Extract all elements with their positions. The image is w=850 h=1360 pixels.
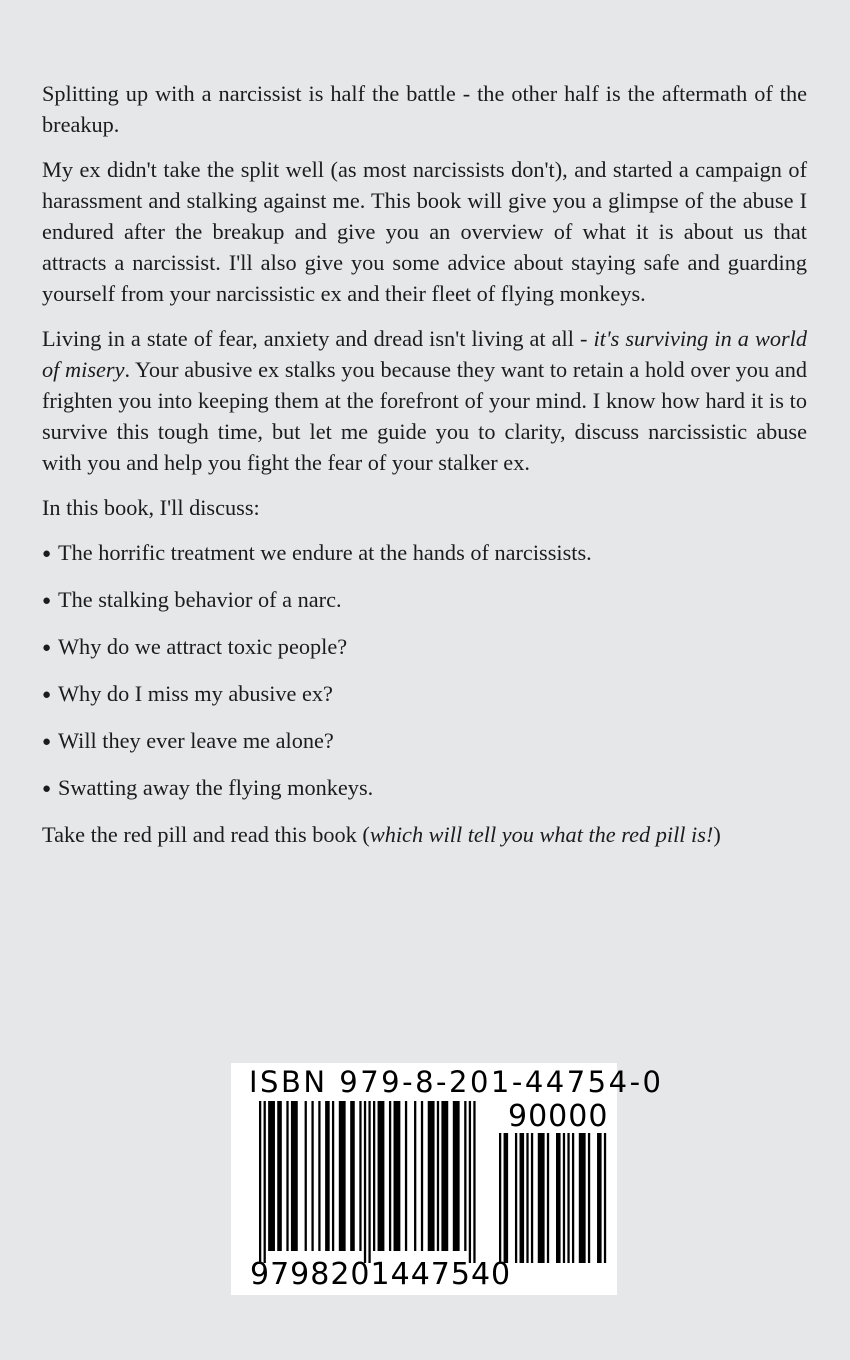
- barcode-bar: [526, 1133, 528, 1263]
- closing-end: ): [713, 822, 721, 847]
- barcode-bar: [378, 1101, 385, 1251]
- list-item-text: Why do we attract toxic people?: [58, 634, 348, 659]
- back-cover-blurb: [42, 78, 807, 864]
- barcode-bar: [325, 1101, 330, 1251]
- barcode-bar: [588, 1133, 590, 1263]
- barcode-bar: [332, 1101, 334, 1251]
- bullet-icon: ●: [42, 781, 52, 797]
- closing-italic: which will tell you what the red pill is!: [369, 822, 714, 847]
- barcode-bar: [350, 1101, 355, 1251]
- paragraph-fear-start: Living in a state of fear, anxiety and dread isn't living at all -: [42, 326, 594, 351]
- list-item-text: The stalking behavior of a narc.: [58, 587, 342, 612]
- barcode-bar: [421, 1101, 423, 1251]
- bullet-icon: ●: [42, 546, 52, 562]
- barcode-bar: [277, 1101, 282, 1251]
- list-item: [42, 725, 807, 758]
- barcode-bar: [499, 1133, 501, 1263]
- paragraph-harassment: My ex didn't take the split well (as most narcissists don't), and started a campaign of harassment and stalking against me. This book will give you a glimpse of the abuse I endured after the breakup and give you an overview of what it is about us that attracts a narcissist. I'll also give you some advice about staying safe and guarding yourself from your narcissistic ex and their fleet of flying monkeys.: [42, 157, 807, 306]
- bullet-icon: ●: [42, 593, 52, 609]
- barcode-bar: [286, 1101, 288, 1251]
- barcode-bar: [469, 1101, 471, 1263]
- paragraph-fear-italic: it's surviving in a world of misery: [42, 326, 807, 382]
- barcode-bar: [268, 1101, 275, 1251]
- barcode-bar: [259, 1101, 261, 1263]
- barcode-bar: [394, 1101, 401, 1251]
- bullet-icon: ●: [42, 687, 52, 703]
- barcode-bar: [572, 1133, 574, 1263]
- barcode-bar: [515, 1133, 517, 1263]
- barcode-bar: [428, 1101, 435, 1251]
- barcode-bar: [504, 1133, 509, 1263]
- barcode-bar: [604, 1133, 606, 1263]
- list-intro: In this book, I'll discuss:: [42, 495, 260, 520]
- paragraph-intro: Splitting up with a narcissist is half the battle - the other half is the aftermath of the breakup.: [42, 81, 807, 137]
- paragraph-fear-end: . Your abusive ex stalks you because they want to retain a hold over you and frighten you into keeping them at the forefront of your mind. I know how hard it is to survive this tough time, but let me guide you to clarity, discuss narcissistic abuse with you and help you fight the fear of your stalker ex.: [42, 357, 807, 475]
- barcode-bar: [414, 1101, 416, 1251]
- barcode-bar: [531, 1133, 533, 1263]
- barcode-bar: [597, 1133, 602, 1263]
- list-item-text: Swatting away the flying monkeys.: [58, 775, 374, 800]
- barcode-bar: [473, 1101, 475, 1263]
- price-code: 90000: [508, 1099, 609, 1134]
- barcode-bar: [339, 1101, 346, 1251]
- barcode-bar: [389, 1101, 391, 1251]
- barcode-bar: [311, 1101, 313, 1251]
- barcode-bar: [464, 1101, 466, 1251]
- list-item: [42, 584, 807, 617]
- barcode-digits: 9798201447540: [250, 1257, 512, 1292]
- barcode-bar: [563, 1133, 565, 1263]
- list-item: [42, 772, 807, 805]
- bullet-icon: ●: [42, 640, 52, 656]
- barcode-bar: [368, 1101, 370, 1263]
- barcode-bar: [556, 1133, 561, 1263]
- list-item-text: Why do I miss my abusive ex?: [58, 681, 333, 706]
- barcode-bar: [318, 1101, 320, 1251]
- isbn-label: ISBN 979-8-201-44754-0: [249, 1065, 664, 1099]
- closing-line: [42, 819, 807, 850]
- barcode-bar: [305, 1101, 307, 1251]
- barcode-bar: [364, 1101, 366, 1263]
- isbn-barcode: [231, 1063, 664, 1295]
- barcode-bar: [520, 1133, 525, 1263]
- list-item-text: The horrific treatment we endure at the hands of narcissists.: [58, 540, 592, 565]
- barcode-bar: [538, 1133, 545, 1263]
- barcode-bar: [579, 1133, 586, 1263]
- barcode-bar: [359, 1101, 361, 1251]
- barcode-bar: [547, 1133, 549, 1263]
- topics-list: [42, 537, 807, 805]
- paragraph-fear: [42, 323, 807, 478]
- list-item: [42, 678, 807, 711]
- list-item: [42, 537, 807, 570]
- barcode-bar: [437, 1101, 439, 1251]
- barcode-bar: [264, 1101, 266, 1263]
- barcode-bar: [373, 1101, 375, 1251]
- list-item-text: Will they ever leave me alone?: [58, 728, 334, 753]
- barcode-bar: [441, 1101, 448, 1251]
- closing-start: Take the red pill and read this book (: [42, 822, 370, 847]
- barcode-bar: [405, 1101, 407, 1251]
- bullet-icon: ●: [42, 734, 52, 750]
- barcode-bar: [291, 1101, 298, 1251]
- list-item: [42, 631, 807, 664]
- barcode-bar: [453, 1101, 460, 1251]
- barcode-bar: [567, 1133, 569, 1263]
